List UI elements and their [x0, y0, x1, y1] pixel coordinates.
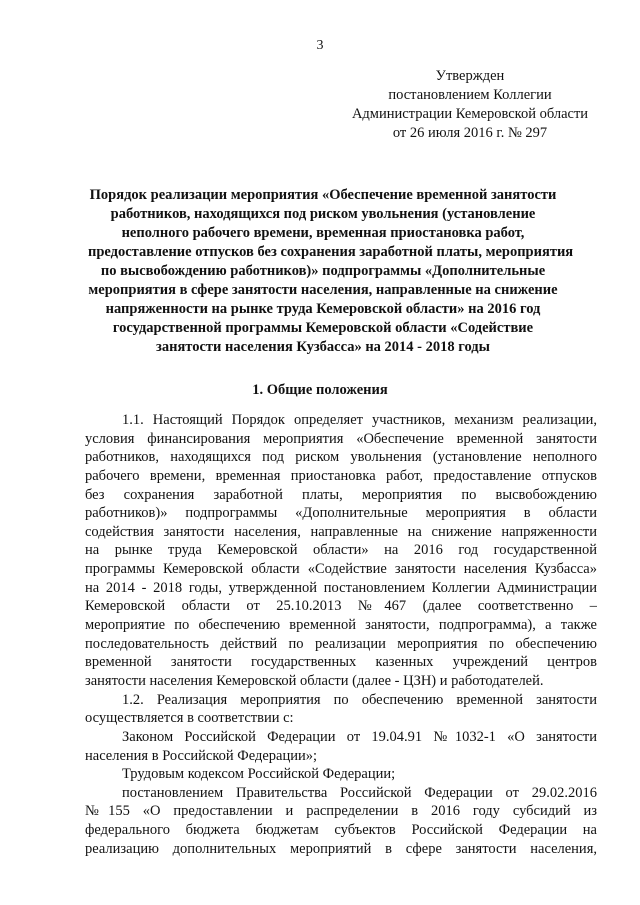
paragraph-line: населения в Российской Федерации»; [85, 747, 318, 764]
approval-line: Утвержден [435, 68, 505, 84]
title-line: по высвобождению работников)» подпрограммы «Дополнительные [100, 263, 546, 279]
paragraph-line: временной занятости государственных казенных учреждений центров [85, 654, 597, 671]
title-line: напряженности на рынке труда Кемеровской области» на 2016 год [105, 301, 541, 317]
paragraph-line: Законом Российской Федерации от 19.04.91 №1032-1 «О занятости [122, 728, 597, 745]
title-line: мероприятия в сфере занятости населения, направленные на снижение [88, 282, 558, 298]
paragraph-line: на 2014 - 2018 годы, утвержденной постановлением Коллегии Администрации [85, 579, 597, 596]
approval-line: постановлением Коллегии [388, 87, 552, 103]
section-heading: 1. Общие положения [252, 382, 388, 398]
approval-line: от 26 июля 2016 г. № 297 [392, 125, 548, 141]
paragraph-line: программы Кемеровской области «Содействие занятости населения Кузбасса» [85, 561, 597, 578]
paragraph-line: содействия занятости населения, направленные на снижение напряженности [85, 523, 597, 540]
paragraph-line: осуществляется в соответствии с: [85, 710, 294, 727]
paragraph-line: условия финансирования мероприятия «Обеспечение временной занятости [85, 430, 597, 447]
title-line: работников, находящихся под риском увольнения (установление [110, 206, 536, 222]
document-title [88, 186, 574, 357]
paragraph-line: №155 «О предоставлении и распределении в 2016 году субсидий из [85, 803, 597, 820]
paragraph-line: постановлением Правительства Российской Федерации от 29.02.2016 [122, 784, 597, 801]
paragraph-line: Трудовым кодексом Российской Федерации; [122, 766, 396, 783]
paragraph-line: федерального бюджета бюджетам субъектов Российской Федерации на [85, 822, 597, 839]
title-line: неполного рабочего времени, временная приостановка работ, [121, 225, 525, 241]
paragraph-line: реализацию дополнительных мероприятий в сфере занятости населения, [85, 840, 597, 857]
paragraph-line: 1.1. Настоящий Порядок определяет участников, механизм реализации, [122, 412, 597, 428]
approval-stamp [340, 67, 600, 143]
page-number: 3 [316, 38, 324, 53]
paragraph-line: 1.2. Реализация мероприятия по обеспечению временной занятости [122, 691, 597, 708]
body-text [85, 411, 597, 858]
paragraph-line: на рынке труда Кемеровской области» на 2016 год государственной [85, 542, 597, 559]
approval-line: Администрации Кемеровской области [351, 106, 589, 122]
paragraph-line: Кемеровской области от 25.10.2013 №467 (далее соответственно – [85, 598, 597, 615]
paragraph-line: работников, находящихся под риском увольнения (установление неполного [85, 449, 597, 466]
paragraph-line: рабочего времени, временная приостановка работ, предоставление отпусков [85, 467, 597, 484]
title-line: занятости населения Кузбасса» на 2014 - 2018 годы [156, 339, 490, 355]
paragraph-line: занятости населения Кемеровской области (далее - ЦЗН) и работодателей. [85, 672, 544, 689]
paragraph-line: работников)» подпрограммы «Дополнительные мероприятия в области [85, 505, 597, 522]
title-line: государственной программы Кемеровской области «Содействие [112, 320, 534, 336]
title-line: предоставление отпусков без сохранения заработной платы, мероприятия [88, 244, 574, 260]
paragraph-line: последовательность действий по реализации мероприятия по обеспечению [85, 635, 597, 652]
paragraph-line: без сохранения заработной платы, мероприятия по высвобождению [85, 486, 597, 503]
paragraph-line: мероприятие по обеспечению временной занятости, подпрограмма), а также [85, 617, 597, 634]
title-line: Порядок реализации мероприятия «Обеспечение временной занятости [89, 187, 557, 203]
